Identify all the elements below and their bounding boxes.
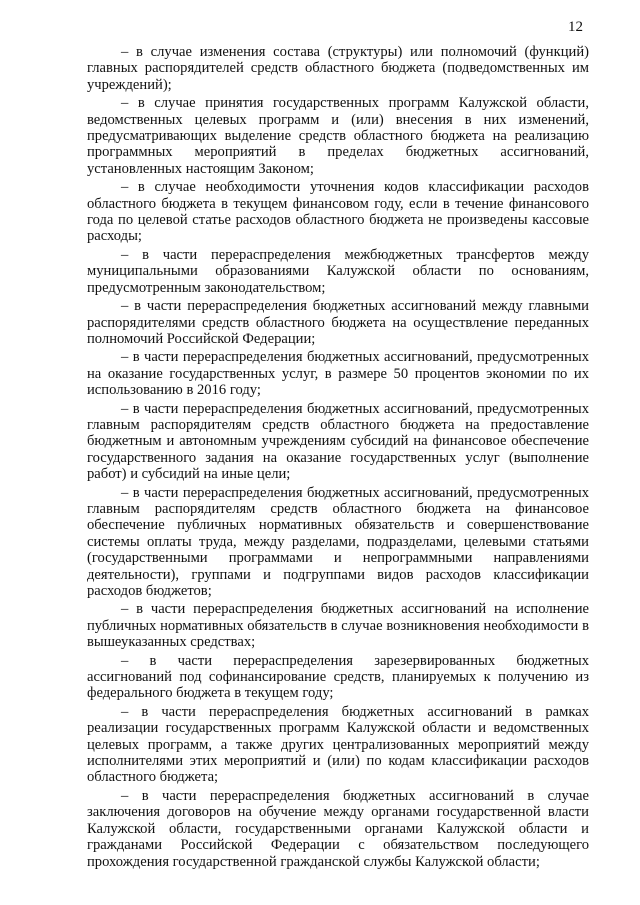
paragraph: – в случае принятия государственных программ Калужской области, ведомственных целевых программ и (или) внесения в них изменений, предусматривающих выделение средств областного бюджета на реализацию программных мероприятий в пределах бюджетных ассигнований, установленных настоящим Законом; — [87, 95, 589, 177]
paragraph: – в части перераспределения бюджетных ассигнований в случае заключения договоров на обучение между органами государственной власти Калужской области, государственными органами Калужской области и гражданами Российской Федерации с обязательством последующего прохождения государственной гражданской службы Калужской области; — [87, 787, 589, 870]
paragraph: – в части перераспределения бюджетных ассигнований между главными распорядителями средств областного бюджета на осуществление переданных полномочий Российской Федерации; — [87, 298, 589, 347]
paragraph: – в случае изменения состава (структуры) или полномочий (функций) главных распорядителей средств областного бюджета (подведомственных им учреждений); — [87, 44, 589, 93]
paragraph: – в части перераспределения бюджетных ассигнований в рамках реализации государственных программ Калужской области и ведомственных целевых программ, а также других централизованных мероприятий между исполнителями этих мероприятий и (или) по кодам классификации расходов областного бюджета; — [87, 703, 589, 786]
document-body — [87, 44, 589, 872]
paragraph: – в части перераспределения бюджетных ассигнований, предусмотренных на оказание государственных услуг, в размере 50 процентов экономии по их использованию в 2016 году; — [87, 349, 589, 399]
paragraph: – в части перераспределения бюджетных ассигнований на исполнение публичных нормативных обязательств в случае возникновения необходимости в вышеуказанных средствах; — [87, 601, 589, 651]
paragraph: – в случае необходимости уточнения кодов классификации расходов областного бюджета в текущем финансовом году, если в течение финансового года по целевой статье расходов областного бюджета не произведены кассовые расходы; — [87, 179, 589, 245]
paragraph: – в части перераспределения бюджетных ассигнований, предусмотренных главным распорядителям средств областного бюджета на предоставление бюджетным и автономным учреждениям субсидий на финансовое обеспечение государственного задания на оказание государственных услуг (выполнение работ) и субсидий на иные цели; — [87, 400, 589, 483]
paragraph: – в части перераспределения зарезервированных бюджетных ассигнований под софинансирование средств, планируемых к получению из федерального бюджета в текущем году; — [87, 652, 589, 702]
page-number: 12 — [568, 19, 583, 35]
paragraph: – в части перераспределения бюджетных ассигнований, предусмотренных главным распорядителям средств областного бюджета на финансовое обеспечение публичных нормативных обязательств и совершенствование системы оплаты труда, между разделами, подразделами, целевыми статьями (государственными программами и непрограммными направлениями деятельности), группами и подгруппами видов расходов классификации расходов бюджетов; — [87, 484, 589, 599]
paragraph: – в части перераспределения межбюджетных трансфертов между муниципальными образованиями Калужской области по основаниям, предусмотренным законодательством; — [87, 246, 589, 296]
